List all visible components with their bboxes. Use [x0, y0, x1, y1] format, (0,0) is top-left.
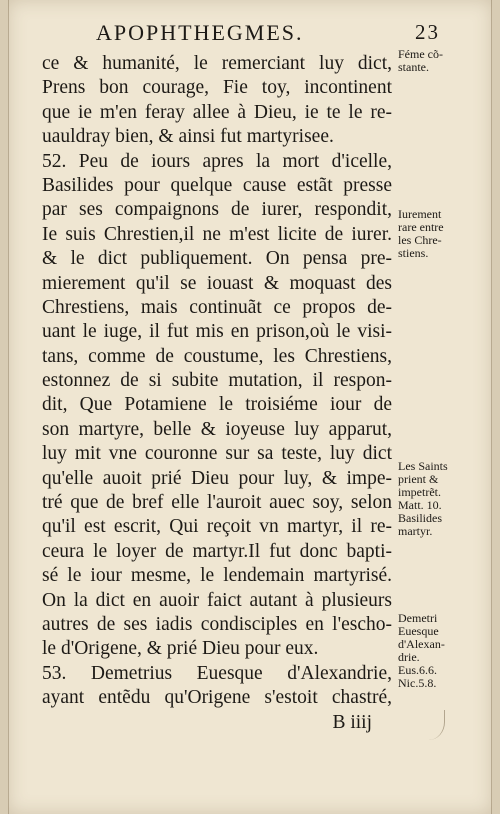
margin-note-line: drie. — [398, 650, 420, 664]
margin-note-line: Nic.5.8. — [398, 676, 437, 690]
text-line: son martyre, belle & ioyeuse luy apparut, — [42, 418, 392, 440]
margin-note-line: stiens. — [398, 246, 429, 260]
text-line: que ie m'en feray allee à Dieu, ie te le re- — [42, 101, 392, 123]
margin-note — [398, 208, 478, 260]
text-line: tans, comme de coustume, les Chrestiens, — [42, 345, 392, 367]
text-line: par ses compaignons de iurer, respondit, — [42, 199, 392, 221]
margin-note — [398, 612, 478, 690]
text-line: Chrestiens, mais continuãt ce propos de- — [42, 296, 392, 318]
margin-note-line: Iurement — [398, 207, 442, 221]
text-line: On la dict en auoir faict autant à plusieurs — [42, 589, 392, 611]
text-line: le d'Origene, & prié Dieu pour eux. — [42, 638, 319, 660]
text-line: estonnez de si subite mutation, il respon- — [42, 370, 392, 392]
text-line: luy mit vne couronne sur sa teste, luy dict — [42, 443, 392, 465]
catchword: B iiij — [332, 711, 372, 733]
margin-note-line: Féme cõ- — [398, 47, 443, 61]
text-line: autres de ses iadis condisciples en l'escho- — [42, 613, 392, 635]
text-line: dit, Que Potamiene le troisiéme iour de — [42, 394, 392, 416]
page-number: 23 — [415, 20, 440, 44]
text-line: qu'elle auoit prié Dieu pour luy, & impe- — [42, 467, 392, 489]
text-line: Prens bon courage, Fie toy, incontinent — [42, 77, 392, 99]
margin-note-line: Les Saints — [398, 459, 448, 473]
margin-note-line: rare entre — [398, 220, 444, 234]
margin-note-line: stante. — [398, 60, 429, 74]
text-line: mierement qu'il se iouast & moquast des — [42, 272, 392, 294]
margin-note-line: prient & — [398, 472, 439, 486]
page-header — [80, 20, 440, 50]
page-edge-right — [491, 0, 492, 814]
text-line: uant le iuge, il fut mis en prison,où le visi- — [42, 321, 392, 343]
text-line: ceura le loyer de martyr.Il fut donc bapti- — [42, 540, 392, 562]
margin-note — [398, 460, 478, 538]
text-line: ce & humanité, le remerciant luy dict, — [42, 53, 392, 74]
margin-note-line: d'Alexan- — [398, 637, 445, 651]
margin-note-line: Basilides — [398, 511, 442, 525]
page-edge-left — [8, 0, 9, 814]
text-line: & le dict publiquement. On pensa pre- — [42, 248, 392, 270]
running-title: APOPHTHEGMES. — [96, 20, 304, 45]
margin-note-line: les Chre- — [398, 233, 442, 247]
text-line: 53. Demetrius Euesque d'Alexandrie, — [42, 662, 392, 684]
text-line: Ie suis Chrestien,il ne m'est licite de iurer. — [42, 223, 392, 245]
margin-note-line: Matt. 10. — [398, 498, 442, 512]
margin-note-line: martyr. — [398, 524, 433, 538]
text-line: ayant entẽdu qu'Origene s'estoit chastré, — [42, 687, 392, 709]
text-line: Basilides pour quelque cause estãt presse — [42, 174, 392, 196]
text-line: uauldray bien, & ainsi fut martyrisee. — [42, 126, 334, 148]
margin-note-line: impetrẽt. — [398, 485, 441, 499]
margin-note — [398, 48, 478, 74]
margin-note-line: Eus.6.6. — [398, 663, 437, 677]
margin-note-line: Demetri — [398, 611, 438, 625]
margin-note-line: Euesque — [398, 624, 439, 638]
text-line: 52. Peu de iours apres la mort d'icelle, — [42, 150, 392, 172]
text-line: sé le iour mesme, le lendemain martyrisé. — [42, 565, 392, 587]
text-line: tré que de bref elle l'auroit auec soy, selon — [42, 492, 392, 514]
text-line: qu'il est escrit, Qui reçoit vn martyr, il re- — [42, 516, 392, 538]
body-text — [42, 52, 392, 735]
